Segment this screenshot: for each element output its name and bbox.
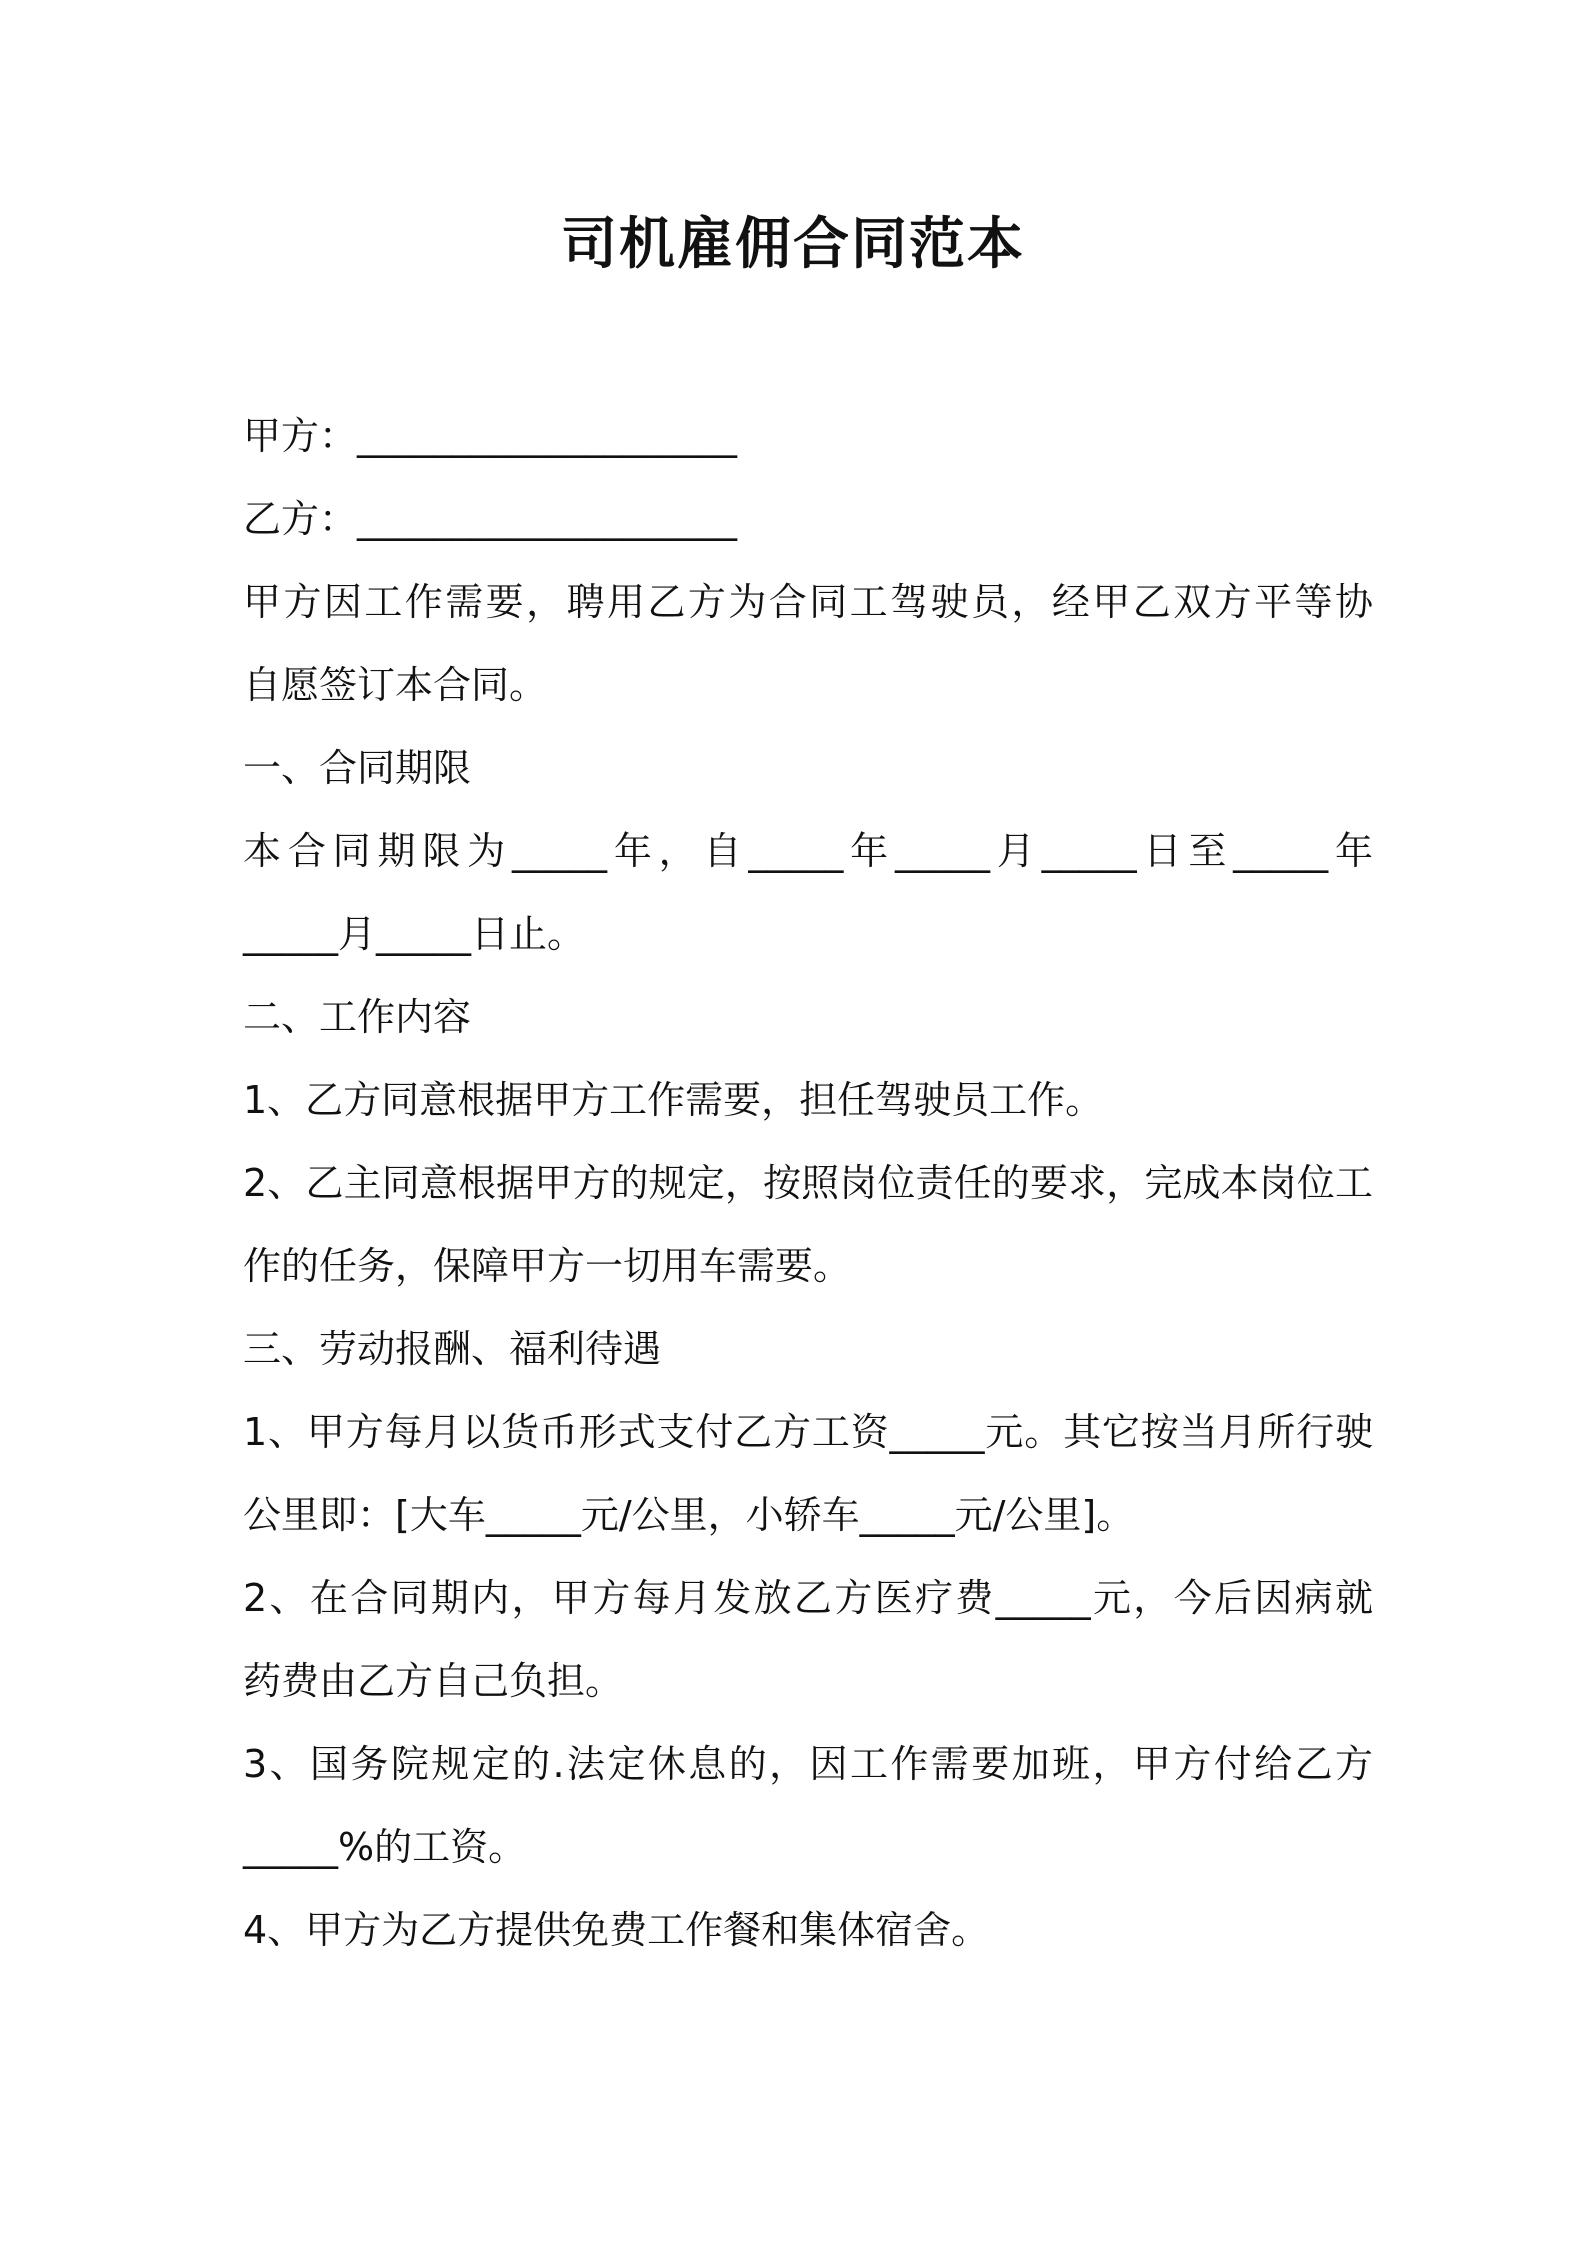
party-a-line: 甲方：____________________ bbox=[243, 414, 738, 458]
term-paragraph-line-1: 本合同期限为_____年，自_____年_____月_____日至_____年 bbox=[243, 829, 1373, 873]
section-heading-work: 二、工作内容 bbox=[243, 995, 472, 1039]
pay-item-2-line-1: 2、在合同期内，甲方每月发放乙方医疗费_____元，今后因病就 bbox=[243, 1576, 1373, 1620]
pay-item-2-line-2: 药费由乙方自己负担。 bbox=[243, 1659, 624, 1703]
pay-item-1-line-1: 1、甲方每月以货币形式支付乙方工资_____元。其它按当月所行驶 bbox=[243, 1410, 1373, 1454]
intro-paragraph-line-1: 甲方因工作需要，聘用乙方为合同工驾驶员，经甲乙双方平等协 bbox=[243, 580, 1373, 624]
document-body bbox=[243, 395, 1373, 1972]
document-title: 司机雇佣合同范本 bbox=[561, 212, 1025, 277]
pay-item-1-line-2: 公里即：[大车_____元/公里，小轿车_____元/公里]。 bbox=[243, 1493, 1135, 1537]
section-heading-term: 一、合同期限 bbox=[243, 746, 472, 790]
pay-item-4: 4、甲方为乙方提供免费工作餐和集体宿舍。 bbox=[243, 1908, 990, 1952]
term-paragraph-line-2: _____月_____日止。 bbox=[243, 912, 586, 956]
section-heading-pay: 三、劳动报酬、福利待遇 bbox=[243, 1327, 662, 1371]
work-item-2-line-2: 作的任务，保障甲方一切用车需要。 bbox=[243, 1244, 852, 1288]
work-item-1: 1、乙方同意根据甲方工作需要，担任驾驶员工作。 bbox=[243, 1078, 1104, 1122]
intro-paragraph-line-2: 自愿签订本合同。 bbox=[243, 663, 548, 707]
work-item-2-line-1: 2、乙主同意根据甲方的规定，按照岗位责任的要求，完成本岗位工 bbox=[243, 1161, 1373, 1205]
pay-item-3-line-2: _____%的工资。 bbox=[243, 1825, 527, 1869]
pay-item-3-line-1: 3、国务院规定的.法定休息的，因工作需要加班，甲方付给乙方 bbox=[243, 1742, 1373, 1786]
party-b-line: 乙方：____________________ bbox=[243, 497, 738, 541]
